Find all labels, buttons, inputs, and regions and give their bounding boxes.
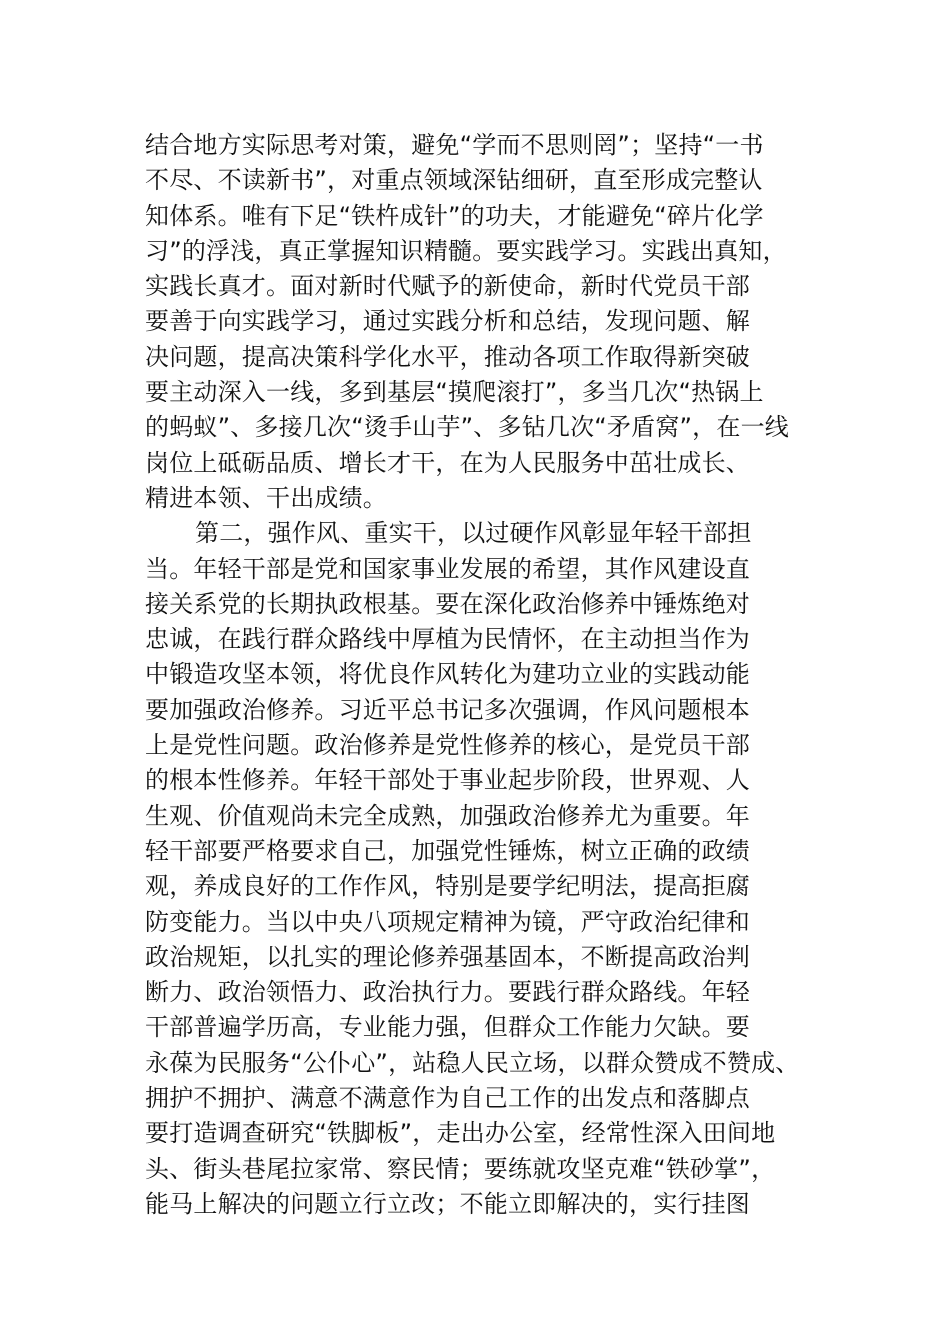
text-line: 轻干部要严格要求自己，加强党性锤炼，树立正确的政绩 [145, 836, 750, 865]
text-line: 要打造调查研究“铁脚板”，走出办公室，经常性深入田间地 [145, 1119, 776, 1148]
text-line: 观，养成良好的工作作风，特别是要学纪明法，提高拒腐 [145, 872, 750, 901]
text-line: 生观、价值观尚未完全成熟，加强政治修养尤为重要。年 [145, 801, 750, 830]
text-line: 接关系党的长期执政根基。要在深化政治修养中锤炼绝对 [145, 589, 750, 618]
text-line: 永葆为民服务“公仆心”，站稳人民立场，以群众赞成不赞成、 [145, 1048, 800, 1077]
paragraph-start-line: 第二，强作风、重实干，以过硬作风彰显年轻干部担 [195, 519, 752, 548]
text-line: 岗位上砥砺品质、增长才干，在为人民服务中茁壮成长、 [145, 448, 750, 477]
text-line: 不尽、不读新书”，对重点领域深钻细研，直至形成完整认 [145, 166, 763, 195]
text-line: 中锻造攻坚本领，将优良作风转化为建功立业的实践动能 [145, 660, 750, 689]
text-line: 要主动深入一线，多到基层“摸爬滚打”，多当几次“热锅上 [145, 378, 764, 407]
text-line: 结合地方实际思考对策，避免“学而不思则罔”；坚持“一书 [145, 131, 764, 159]
body-text [145, 128, 810, 1222]
text-line: 政治规矩，以扎实的理论修养强基固本，不断提高政治判 [145, 942, 750, 971]
text-line: 拥护不拥护、满意不满意作为自己工作的出发点和落脚点 [145, 1084, 750, 1113]
text-line: 的根本性修养。年轻干部处于事业起步阶段，世界观、人 [145, 766, 750, 795]
text-line: 习”的浮浅，真正掌握知识精髓。要实践学习。实践出真知， [145, 236, 787, 265]
text-line: 知体系。唯有下足“铁杵成针”的功夫，才能避免“碎片化学 [145, 201, 764, 230]
text-line: 要善于向实践学习，通过实践分析和总结，发现问题、解 [145, 307, 750, 336]
text-line: 能马上解决的问题立行立改；不能立即解决的，实行挂图 [145, 1189, 750, 1218]
text-line: 忠诚，在践行群众路线中厚植为民情怀，在主动担当作为 [145, 625, 750, 654]
text-line: 干部普遍学历高，专业能力强，但群众工作能力欠缺。要 [145, 1013, 750, 1042]
text-line: 上是党性问题。政治修养是党性修养的核心，是党员干部 [145, 731, 750, 760]
text-line: 防变能力。当以中央八项规定精神为镜，严守政治纪律和 [145, 907, 750, 936]
text-line: 精进本领、干出成绩。 [145, 483, 387, 512]
text-line: 要加强政治修养。习近平总书记多次强调，作风问题根本 [145, 695, 750, 724]
text-line: 断力、政治领悟力、政治执行力。要践行群众路线。年轻 [145, 978, 750, 1007]
text-line: 决问题，提高决策科学化水平，推动各项工作取得新突破 [145, 342, 750, 371]
text-line: 当。年轻干部是党和国家事业发展的希望，其作风建设直 [145, 554, 750, 583]
text-line: 的蚂蚁”、多接几次“烫手山芋”、多钻几次“矛盾窝”，在一线 [145, 413, 789, 442]
text-line: 实践长真才。面对新时代赋予的新使命，新时代党员干部 [145, 272, 750, 301]
text-line: 头、街头巷尾拉家常、察民情；要练就攻坚克难“铁砂掌”， [145, 1154, 776, 1183]
